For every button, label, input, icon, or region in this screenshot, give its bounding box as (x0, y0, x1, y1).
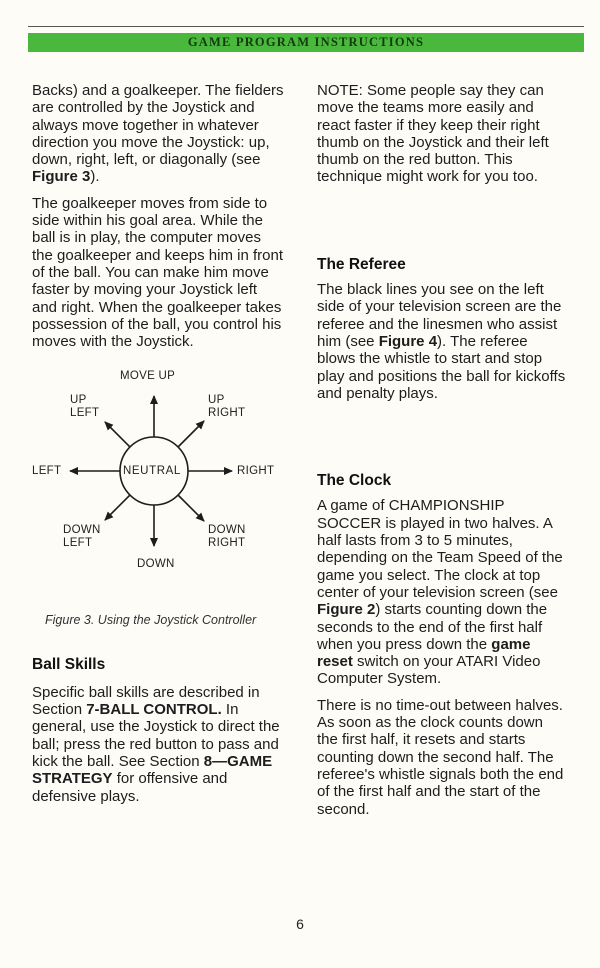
page-number: 6 (296, 916, 304, 932)
label-left: LEFT (32, 465, 62, 478)
paragraph-ball-skills (32, 684, 284, 805)
paragraph-text: A game of CHAMPIONSHIP SOCCER is played in two halves. A half lasts from 3 to 5 minutes, depending on the Team Speed of the game you select. The clock at top center of your television screen (see (317, 497, 563, 601)
label-down-right: DOWN RIGHT (208, 524, 246, 549)
figure-caption: Figure 3. Using the Joystick Controller (45, 613, 257, 628)
joystick-diagram (32, 368, 284, 608)
label-right: RIGHT (237, 465, 275, 478)
top-rule (28, 26, 584, 27)
label-up-left: UP LEFT (70, 394, 100, 419)
paragraph-referee (317, 281, 567, 402)
paragraph-text: Specific ball skills are described in Section (32, 683, 260, 719)
arrow-down-left (105, 495, 130, 520)
label-move-up: MOVE UP (120, 370, 176, 383)
paragraph-text: ). (90, 168, 100, 186)
figure-reference: Figure 3 (32, 168, 91, 186)
paragraph-note (317, 82, 567, 186)
paragraph-text: Backs) and a goalkeeper. The fielders are controlled by the Joystick and always move together in whatever direction you move the Joystick: up, down, right, left, or diagonally (see (32, 82, 284, 169)
switch-name: game reset (317, 635, 531, 671)
heading-referee: The Referee (317, 255, 406, 273)
arrow-down-right (178, 495, 204, 521)
paragraph-text: In general, use the Joystick to direct the ball; press the red button to pass and kick the ball. See Section (32, 701, 280, 770)
figure-reference: Figure 4 (378, 332, 438, 350)
figure-caption-wrap (32, 612, 284, 656)
arrow-up-right (178, 421, 204, 447)
arrow-up-left (105, 422, 130, 447)
section-reference: 7-BALL CONTROL. (86, 701, 222, 719)
paragraph-text: switch on your ATARI Video Computer System. (317, 653, 541, 688)
paragraph-clock (317, 497, 567, 687)
label-neutral: NEUTRAL (123, 465, 181, 478)
note-label: NOTE: (317, 82, 363, 99)
figure-reference: Figure 2 (317, 601, 376, 619)
paragraph-text: ) starts counting down the seconds to the end of the first half when you press down the (317, 601, 548, 653)
paragraph-text: The black lines you see on the left side of your television screen are the referee and the linesmen who assist him (see (317, 281, 562, 350)
left-column (32, 82, 284, 814)
section-reference: 8—GAME STRATEGY (32, 752, 273, 788)
paragraph-text: ). The referee blows the whistle to start and stop play and positions the ball for kickoffs and penalty plays. (317, 332, 566, 402)
heading-ball-skills: Ball Skills (32, 656, 106, 674)
paragraph-text: for offensive and defensive plays. (32, 770, 228, 805)
paragraph-goalkeeper: The goalkeeper moves from side to side within his goal area. While the ball is in play, the computer moves the goalkeeper and keeps him in front of the ball. You can make him move faster by moving your Joystick left and right. When the goalkeeper takes possession of the ball, you control his moves with the Joystick. (32, 194, 283, 351)
heading-clock: The Clock (317, 472, 392, 490)
section-banner: GAME PROGRAM INSTRUCTIONS (28, 33, 584, 52)
paragraph-text: Some people say they can move the teams more easily and react faster if they keep their right thumb on the Joystick and their left thumb on the red button. This technique might work for you too. (317, 82, 549, 186)
paragraph-fielders (32, 82, 284, 186)
label-up-right: UP RIGHT (208, 394, 246, 419)
label-down: DOWN (137, 558, 175, 571)
label-down-left: DOWN LEFT (63, 524, 101, 549)
paragraph-halves: There is no time-out between halves. As soon as the clock counts down the first half, it resets and starts counting down the second half. The referee's whistle signals both the end of the first half and the start of the second. (317, 696, 564, 818)
right-column (317, 82, 567, 827)
